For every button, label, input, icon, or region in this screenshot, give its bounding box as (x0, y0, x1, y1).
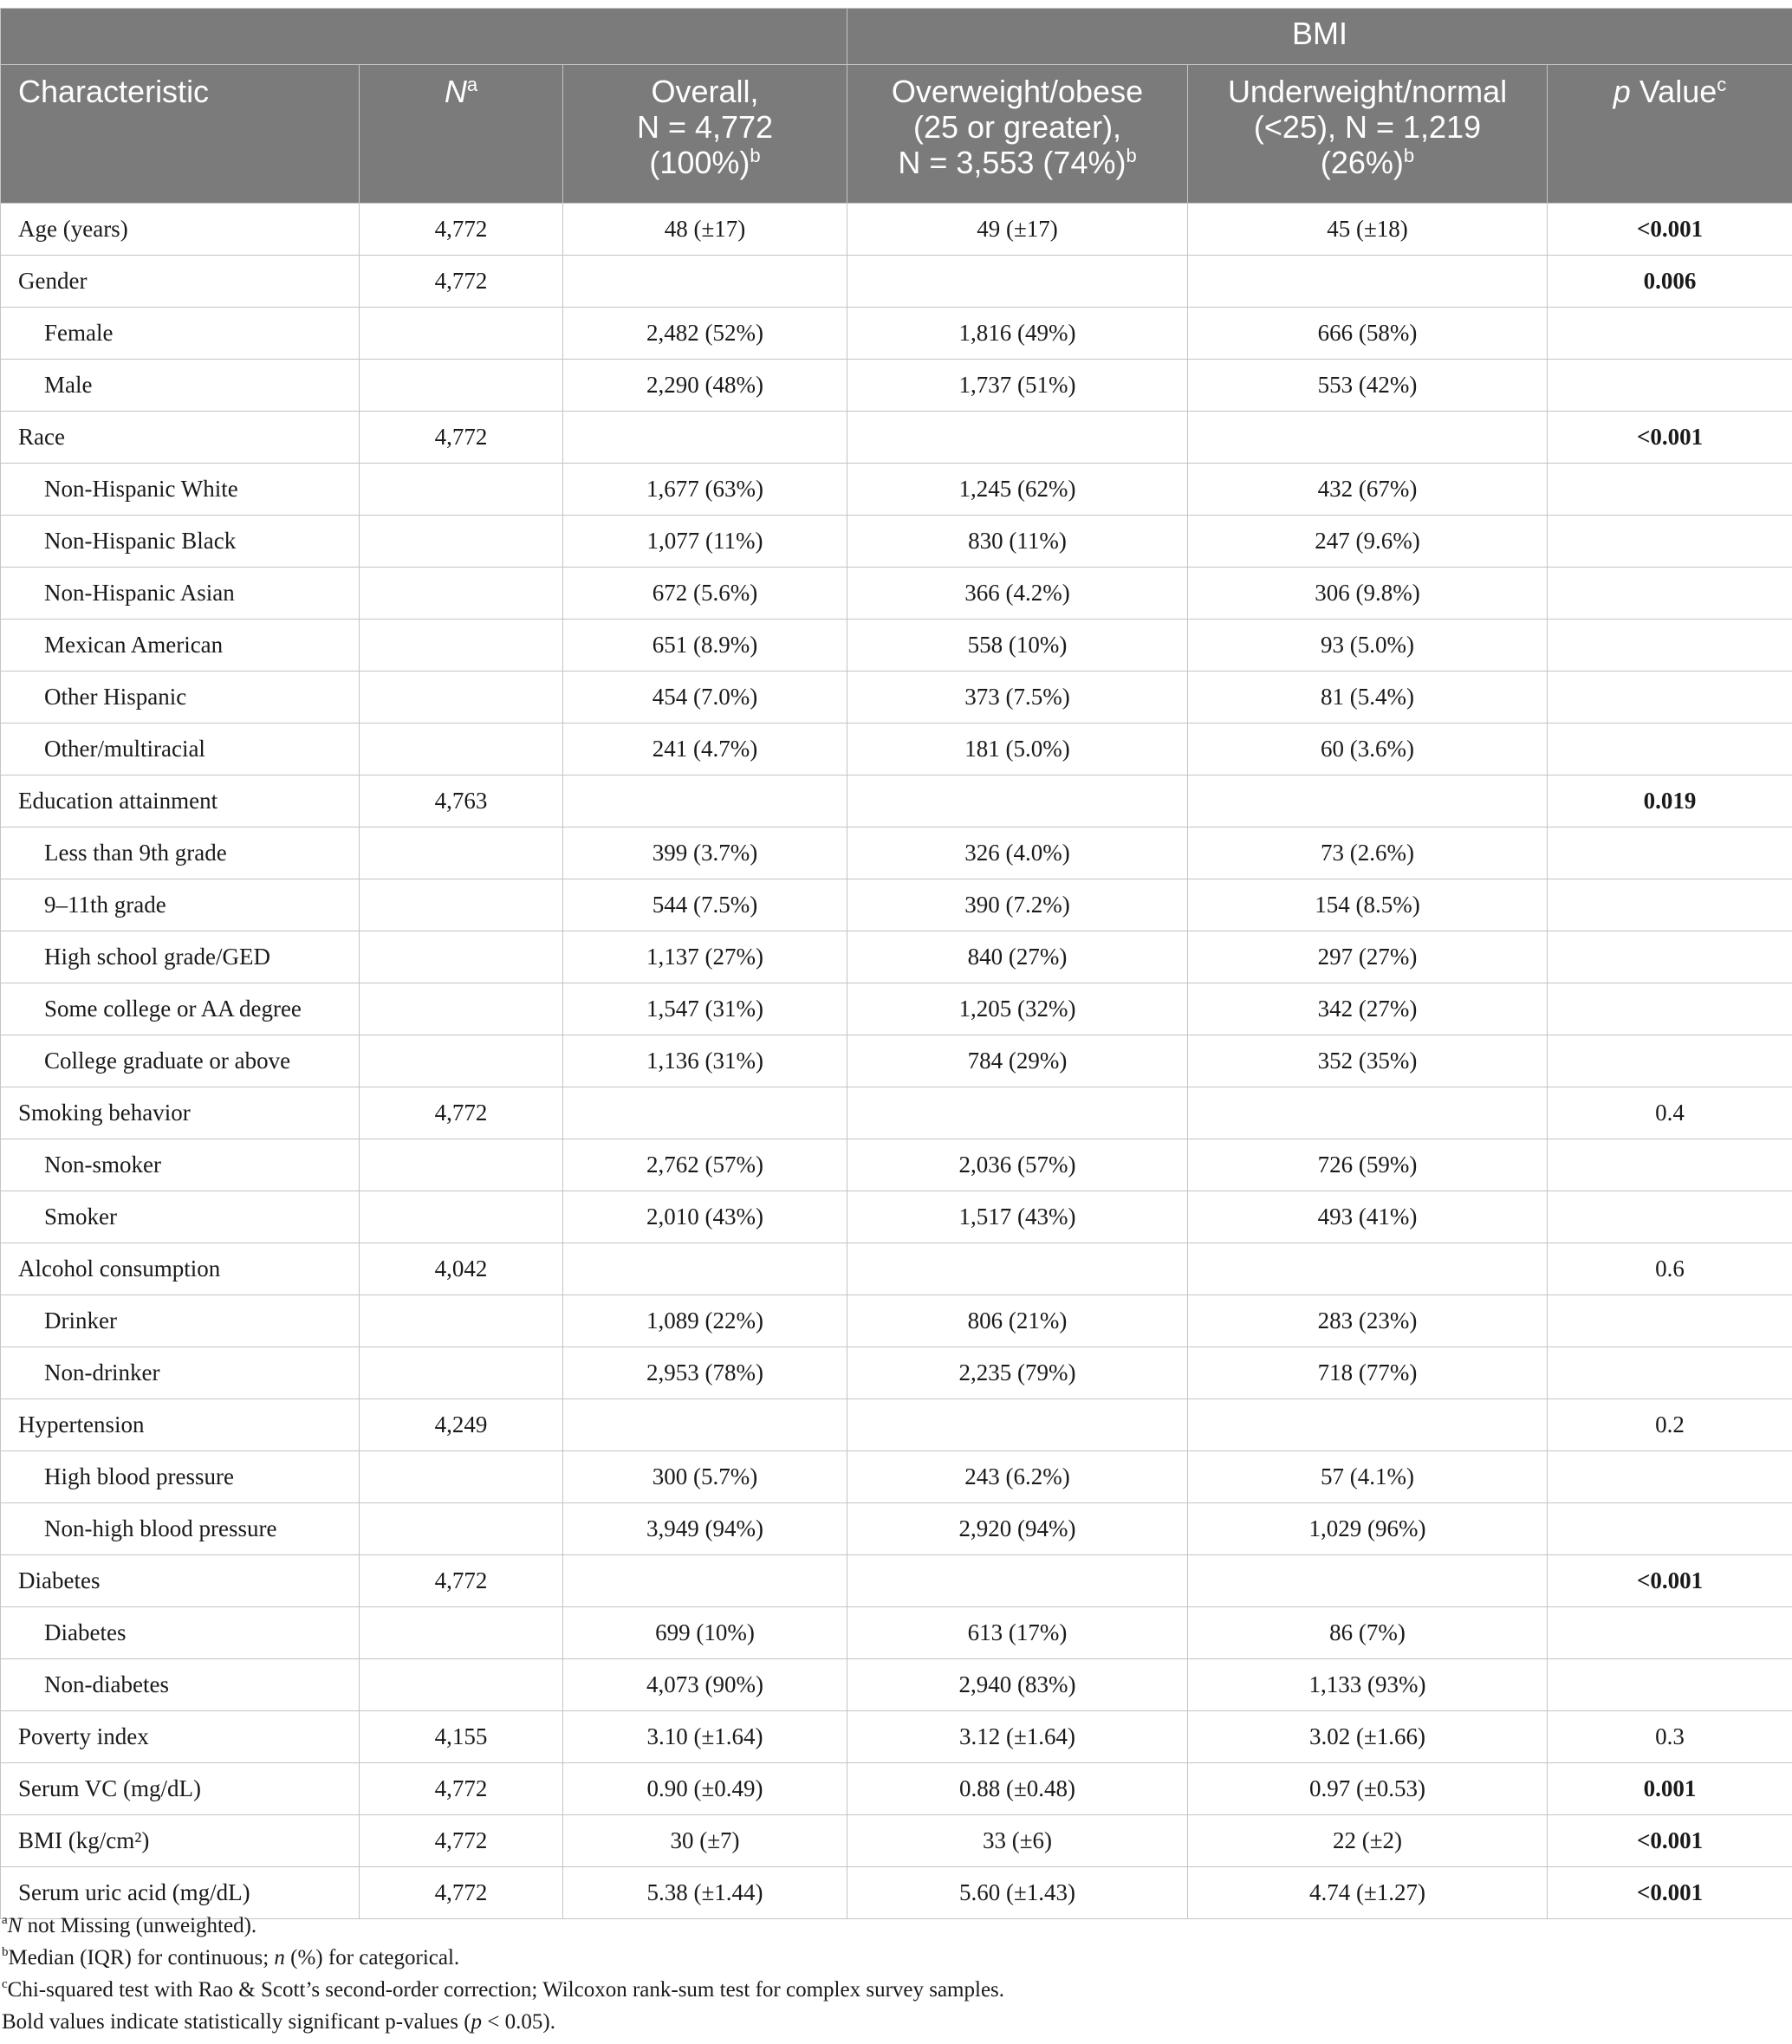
underweight-cell: 718 (77%) (1188, 1347, 1548, 1399)
characteristic-cell: Alcohol consumption (1, 1243, 360, 1295)
n-cell (360, 827, 563, 879)
characteristic-cell: Non-smoker (1, 1139, 360, 1191)
p-value-cell (1548, 1503, 1792, 1555)
characteristic-cell: Smoking behavior (1, 1087, 360, 1139)
overweight-cell (847, 1555, 1188, 1607)
table-container (0, 8, 1792, 1919)
characteristic-cell: Gender (1, 256, 360, 308)
characteristic-cell: Male (1, 360, 360, 412)
overall-cell (563, 1087, 847, 1139)
header-blank (1, 9, 847, 65)
overall-cell: 4,073 (90%) (563, 1659, 847, 1711)
overweight-cell: 784 (29%) (847, 1035, 1188, 1087)
characteristic-cell: Diabetes (1, 1607, 360, 1659)
table-row (1, 412, 1792, 464)
n-cell: 4,772 (360, 204, 563, 256)
overweight-cell: 1,737 (51%) (847, 360, 1188, 412)
n-header: $N^a$ (360, 65, 563, 204)
n-cell (360, 360, 563, 412)
table-row (1, 1815, 1792, 1867)
header-column-row (1, 65, 1792, 204)
underweight-cell: 0.97 (±0.53) (1188, 1763, 1548, 1815)
p-value-cell (1548, 308, 1792, 360)
overweight-cell: 5.60 (±1.43) (847, 1867, 1188, 1919)
overall-cell (563, 1243, 847, 1295)
characteristic-cell: Education attainment (1, 775, 360, 827)
p-value-cell (1548, 1139, 1792, 1191)
p-value-cell: <0.001 (1548, 1555, 1792, 1607)
p-value-cell: <0.001 (1548, 204, 1792, 256)
overall-cell (563, 412, 847, 464)
p-value-cell: 0.6 (1548, 1243, 1792, 1295)
table-row (1, 775, 1792, 827)
overall-cell: 2,482 (52%) (563, 308, 847, 360)
underweight-cell: 297 (27%) (1188, 931, 1548, 983)
table-row (1, 1659, 1792, 1711)
characteristics-table (0, 8, 1792, 1919)
characteristic-cell: Race (1, 412, 360, 464)
overweight-cell: 373 (7.5%) (847, 672, 1188, 724)
underweight-cell: 247 (9.6%) (1188, 516, 1548, 568)
characteristic-cell: Some college or AA degree (1, 983, 360, 1035)
overall-cell (563, 1555, 847, 1607)
underweight-cell: 306 (9.8%) (1188, 568, 1548, 620)
footnote-bold: Bold values indicate statistically significant p-values (p < 0.05). (2, 2010, 555, 2034)
underweight-cell: 553 (42%) (1188, 360, 1548, 412)
overall-cell: 699 (10%) (563, 1607, 847, 1659)
table-row (1, 1347, 1792, 1399)
n-cell (360, 1607, 563, 1659)
n-cell: 4,772 (360, 1555, 563, 1607)
overall-cell: 1,089 (22%) (563, 1295, 847, 1347)
overall-cell: 1,137 (27%) (563, 931, 847, 983)
overweight-cell: 2,235 (79%) (847, 1347, 1188, 1399)
p-value-cell: 0.2 (1548, 1399, 1792, 1451)
characteristic-cell: Other Hispanic (1, 672, 360, 724)
characteristic-cell: Other/multiracial (1, 724, 360, 775)
underweight-cell: 22 (±2) (1188, 1815, 1548, 1867)
overall-cell: 48 (±17) (563, 204, 847, 256)
overweight-cell: 33 (±6) (847, 1815, 1188, 1867)
overall-cell: 0.90 (±0.49) (563, 1763, 847, 1815)
overweight-cell: 366 (4.2%) (847, 568, 1188, 620)
overall-cell: 2,010 (43%) (563, 1191, 847, 1243)
p-value-cell: 0.019 (1548, 775, 1792, 827)
p-value-cell (1548, 1607, 1792, 1659)
n-cell (360, 308, 563, 360)
overall-cell: 544 (7.5%) (563, 879, 847, 931)
underweight-cell: 4.74 (±1.27) (1188, 1867, 1548, 1919)
overall-cell: 651 (8.9%) (563, 620, 847, 672)
n-cell (360, 1191, 563, 1243)
table-row (1, 204, 1792, 256)
characteristic-cell: Poverty index (1, 1711, 360, 1763)
n-cell (360, 724, 563, 775)
overall-cell (563, 775, 847, 827)
overweight-cell: 2,940 (83%) (847, 1659, 1188, 1711)
underweight-cell (1188, 775, 1548, 827)
n-cell (360, 983, 563, 1035)
overweight-cell: 830 (11%) (847, 516, 1188, 568)
overall-cell: 399 (3.7%) (563, 827, 847, 879)
p-value-cell: 0.006 (1548, 256, 1792, 308)
overweight-cell: 1,517 (43%) (847, 1191, 1188, 1243)
characteristic-cell: Non-drinker (1, 1347, 360, 1399)
underweight-cell (1188, 1399, 1548, 1451)
table-row (1, 360, 1792, 412)
characteristic-cell: Age (years) (1, 204, 360, 256)
overweight-cell: 1,245 (62%) (847, 464, 1188, 516)
underweight-cell (1188, 1555, 1548, 1607)
n-cell: 4,155 (360, 1711, 563, 1763)
overweight-cell: 2,920 (94%) (847, 1503, 1188, 1555)
characteristic-cell: Less than 9th grade (1, 827, 360, 879)
underweight-cell (1188, 256, 1548, 308)
header-group-row (1, 9, 1792, 65)
underweight-cell: 86 (7%) (1188, 1607, 1548, 1659)
p-value-cell (1548, 464, 1792, 516)
bmi-group-header: BMI (847, 9, 1792, 65)
footnotes (0, 1910, 1792, 2038)
p-value-cell (1548, 1347, 1792, 1399)
underweight-cell: 57 (4.1%) (1188, 1451, 1548, 1503)
table-row (1, 1763, 1792, 1815)
underweight-cell: 1,029 (96%) (1188, 1503, 1548, 1555)
p-value-cell (1548, 931, 1792, 983)
table-header (1, 9, 1792, 204)
characteristic-cell: Hypertension (1, 1399, 360, 1451)
overweight-cell: 326 (4.0%) (847, 827, 1188, 879)
p-value-cell (1548, 516, 1792, 568)
n-cell: 4,772 (360, 1867, 563, 1919)
table-row (1, 724, 1792, 775)
overall-cell: 1,677 (63%) (563, 464, 847, 516)
underweight-cell (1188, 412, 1548, 464)
characteristic-cell: Non-Hispanic Asian (1, 568, 360, 620)
table-row (1, 1711, 1792, 1763)
overweight-cell: 181 (5.0%) (847, 724, 1188, 775)
underweight-cell: 73 (2.6%) (1188, 827, 1548, 879)
p-value-cell: 0.4 (1548, 1087, 1792, 1139)
table-row (1, 1295, 1792, 1347)
characteristic-cell: High blood pressure (1, 1451, 360, 1503)
overweight-cell: 558 (10%) (847, 620, 1188, 672)
overall-cell: 241 (4.7%) (563, 724, 847, 775)
overweight-header: Overweight/obese (25 or greater), N = 3,553 $(74\%)^b$ (847, 65, 1188, 204)
overweight-cell: 840 (27%) (847, 931, 1188, 983)
overweight-cell: 390 (7.2%) (847, 879, 1188, 931)
underweight-cell: 45 (±18) (1188, 204, 1548, 256)
p-value-cell (1548, 672, 1792, 724)
p-value-cell (1548, 1659, 1792, 1711)
characteristic-cell: Non-Hispanic Black (1, 516, 360, 568)
p-value-cell: 0.001 (1548, 1763, 1792, 1815)
n-cell: 4,772 (360, 1815, 563, 1867)
underweight-cell (1188, 1243, 1548, 1295)
underweight-cell: 493 (41%) (1188, 1191, 1548, 1243)
table-row (1, 1243, 1792, 1295)
n-cell (360, 1503, 563, 1555)
overall-cell: 300 (5.7%) (563, 1451, 847, 1503)
n-cell (360, 879, 563, 931)
overall-cell: 5.38 (±1.44) (563, 1867, 847, 1919)
n-cell (360, 1659, 563, 1711)
footnote-c: $^c$Chi-squared test with Rao & Scott’s second-order correction; Wilcoxon rank-sum test for complex survey samples. (2, 1977, 1005, 2002)
characteristic-cell: College graduate or above (1, 1035, 360, 1087)
overweight-cell (847, 1399, 1188, 1451)
table-row (1, 931, 1792, 983)
table-row (1, 1399, 1792, 1451)
characteristic-header: Characteristic (1, 65, 360, 204)
overall-cell: 672 (5.6%) (563, 568, 847, 620)
overweight-cell: 3.12 (±1.64) (847, 1711, 1188, 1763)
p-value-cell: <0.001 (1548, 1815, 1792, 1867)
n-cell (360, 1035, 563, 1087)
overweight-cell (847, 775, 1188, 827)
table-row (1, 256, 1792, 308)
overweight-cell (847, 256, 1188, 308)
overall-cell (563, 1399, 847, 1451)
n-cell (360, 568, 563, 620)
underweight-cell: 342 (27%) (1188, 983, 1548, 1035)
underweight-cell: 154 (8.5%) (1188, 879, 1548, 931)
characteristic-cell: 9–11th grade (1, 879, 360, 931)
overweight-cell: 806 (21%) (847, 1295, 1188, 1347)
overweight-cell: 613 (17%) (847, 1607, 1188, 1659)
p-value-cell (1548, 879, 1792, 931)
n-cell (360, 464, 563, 516)
table-row (1, 1191, 1792, 1243)
characteristic-cell: Serum uric acid (mg/dL) (1, 1867, 360, 1919)
characteristic-cell: Non-high blood pressure (1, 1503, 360, 1555)
table-row (1, 827, 1792, 879)
p-value-cell (1548, 568, 1792, 620)
n-cell (360, 1451, 563, 1503)
overweight-cell: 243 (6.2%) (847, 1451, 1188, 1503)
table-row (1, 879, 1792, 931)
overweight-cell: 2,036 (57%) (847, 1139, 1188, 1191)
underweight-cell: 352 (35%) (1188, 1035, 1548, 1087)
table-row (1, 1555, 1792, 1607)
table-body (1, 204, 1792, 1919)
footnote-a: $^a$N not Missing (unweighted). (2, 1913, 257, 1937)
underweight-cell: 1,133 (93%) (1188, 1659, 1548, 1711)
overweight-cell: 0.88 (±0.48) (847, 1763, 1188, 1815)
overall-cell: 30 (±7) (563, 1815, 847, 1867)
characteristic-cell: BMI (kg/cm²) (1, 1815, 360, 1867)
n-cell (360, 516, 563, 568)
p-value-cell (1548, 1191, 1792, 1243)
underweight-cell (1188, 1087, 1548, 1139)
overall-cell: 2,762 (57%) (563, 1139, 847, 1191)
n-cell (360, 672, 563, 724)
underweight-cell: 93 (5.0%) (1188, 620, 1548, 672)
n-cell (360, 1139, 563, 1191)
characteristic-cell: Non-Hispanic White (1, 464, 360, 516)
overall-cell (563, 256, 847, 308)
characteristic-cell: Drinker (1, 1295, 360, 1347)
overweight-cell (847, 1087, 1188, 1139)
underweight-cell: 283 (23%) (1188, 1295, 1548, 1347)
characteristic-cell: Non-diabetes (1, 1659, 360, 1711)
table-row (1, 308, 1792, 360)
table-row (1, 1607, 1792, 1659)
table-row (1, 516, 1792, 568)
n-cell: 4,042 (360, 1243, 563, 1295)
p-value-header: p Value$^c$ (1548, 65, 1792, 204)
n-cell: 4,772 (360, 412, 563, 464)
characteristic-cell: Serum VC (mg/dL) (1, 1763, 360, 1815)
underweight-header: Underweight/normal (<25), N = 1,219 $(26\%)^b$ (1188, 65, 1548, 204)
overall-cell: 1,077 (11%) (563, 516, 847, 568)
overweight-cell: 1,205 (32%) (847, 983, 1188, 1035)
p-value-cell: 0.3 (1548, 1711, 1792, 1763)
n-cell (360, 1347, 563, 1399)
overall-cell: 3,949 (94%) (563, 1503, 847, 1555)
overall-header: Overall, N = 4,772 $(100\%)^b$ (563, 65, 847, 204)
characteristic-cell: Mexican American (1, 620, 360, 672)
table-row (1, 1087, 1792, 1139)
p-value-cell: <0.001 (1548, 412, 1792, 464)
p-value-cell (1548, 724, 1792, 775)
table-row (1, 983, 1792, 1035)
characteristic-cell: High school grade/GED (1, 931, 360, 983)
overall-cell: 454 (7.0%) (563, 672, 847, 724)
table-row (1, 464, 1792, 516)
n-cell: 4,249 (360, 1399, 563, 1451)
overweight-cell: 1,816 (49%) (847, 308, 1188, 360)
footnote-b: $^b$Median (IQR) for continuous; n (%) for categorical. (2, 1945, 460, 1969)
p-value-cell (1548, 360, 1792, 412)
p-value-cell (1548, 1035, 1792, 1087)
table-row (1, 1139, 1792, 1191)
characteristic-cell: Smoker (1, 1191, 360, 1243)
overall-cell: 1,136 (31%) (563, 1035, 847, 1087)
table-row (1, 1035, 1792, 1087)
underweight-cell: 60 (3.6%) (1188, 724, 1548, 775)
n-cell: 4,763 (360, 775, 563, 827)
n-cell: 4,772 (360, 1763, 563, 1815)
p-value-cell (1548, 620, 1792, 672)
p-value-cell (1548, 983, 1792, 1035)
underweight-cell: 3.02 (±1.66) (1188, 1711, 1548, 1763)
overall-cell: 2,953 (78%) (563, 1347, 847, 1399)
overweight-cell (847, 412, 1188, 464)
n-cell (360, 931, 563, 983)
p-value-cell: <0.001 (1548, 1867, 1792, 1919)
underweight-cell: 666 (58%) (1188, 308, 1548, 360)
underweight-cell: 81 (5.4%) (1188, 672, 1548, 724)
table-row (1, 1451, 1792, 1503)
n-cell (360, 620, 563, 672)
p-value-cell (1548, 1451, 1792, 1503)
overweight-cell: 49 (±17) (847, 204, 1188, 256)
n-cell: 4,772 (360, 256, 563, 308)
table-row (1, 620, 1792, 672)
overall-cell: 1,547 (31%) (563, 983, 847, 1035)
n-cell: 4,772 (360, 1087, 563, 1139)
characteristic-cell: Female (1, 308, 360, 360)
table-row (1, 672, 1792, 724)
p-value-cell (1548, 1295, 1792, 1347)
underweight-cell: 726 (59%) (1188, 1139, 1548, 1191)
characteristic-cell: Diabetes (1, 1555, 360, 1607)
overall-cell: 3.10 (±1.64) (563, 1711, 847, 1763)
table-row (1, 1503, 1792, 1555)
overall-cell: 2,290 (48%) (563, 360, 847, 412)
overweight-cell (847, 1243, 1188, 1295)
table-row (1, 568, 1792, 620)
underweight-cell: 432 (67%) (1188, 464, 1548, 516)
p-value-cell (1548, 827, 1792, 879)
n-cell (360, 1295, 563, 1347)
